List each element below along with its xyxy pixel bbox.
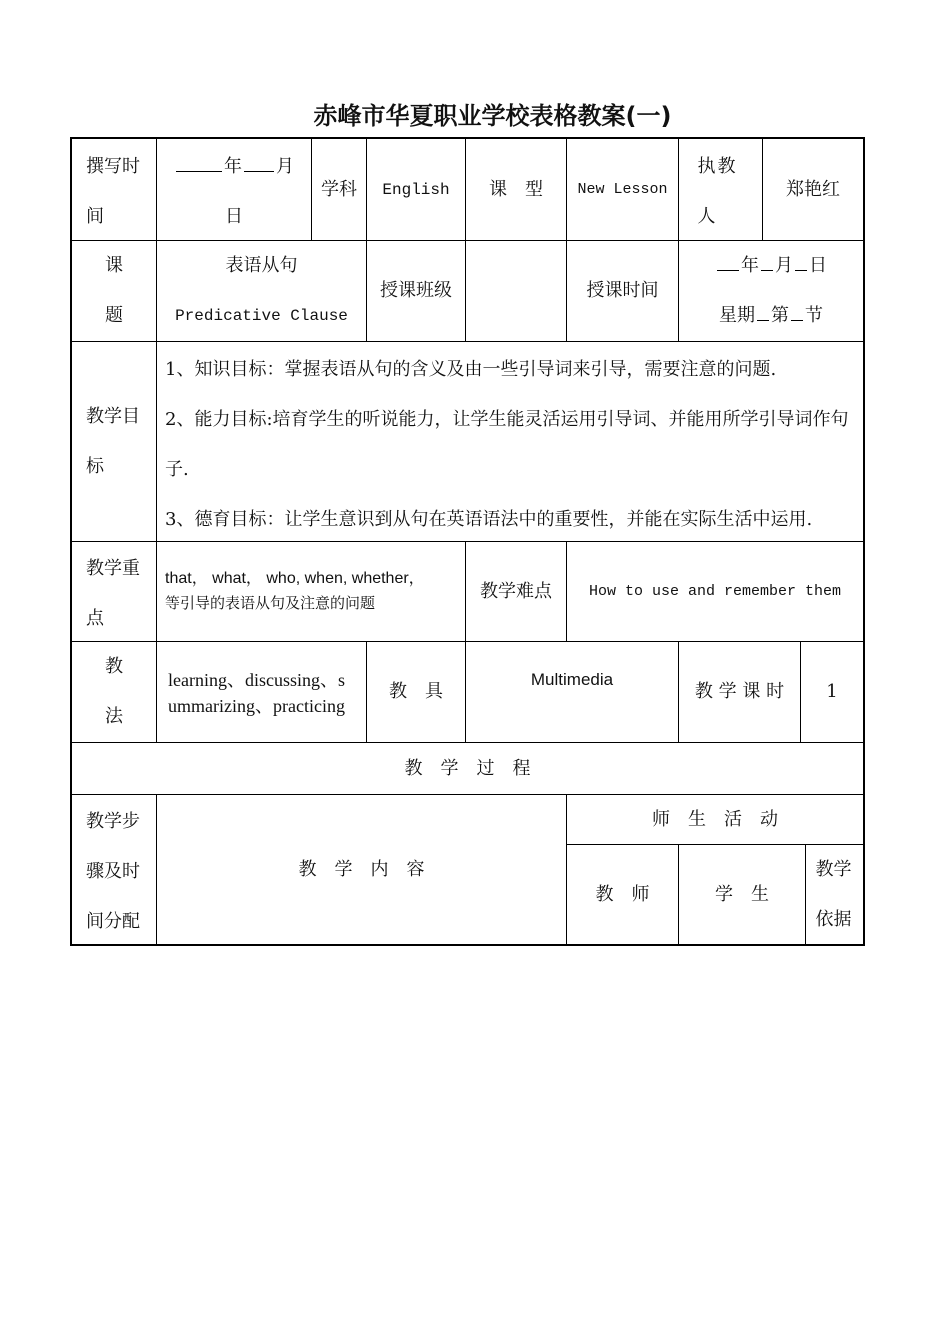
lesson-type-value: New Lesson xyxy=(577,180,668,198)
time-day-text: 日 xyxy=(809,255,827,276)
subject-label: 学科 xyxy=(321,178,357,200)
time-value-cell xyxy=(679,241,863,341)
keypoints-line2: 等引导的表语从句及注意的问题 xyxy=(165,594,376,612)
write-date-cell xyxy=(157,144,311,240)
class-label: 授课班级 xyxy=(380,280,452,301)
date-year-text: 年 xyxy=(224,156,242,177)
time-di-text: 第 xyxy=(771,305,789,326)
hours-value: 1 xyxy=(826,681,838,702)
time-label: 授课时间 xyxy=(586,280,659,301)
date-day-text: 日 xyxy=(225,206,243,227)
subject-value: English xyxy=(382,180,450,199)
tools-value: Multimedia xyxy=(530,670,614,689)
date-month-text: 月 xyxy=(276,156,294,177)
objectives-label: 教学目标 xyxy=(86,405,140,477)
topic-english: Predicative Clause xyxy=(175,307,348,325)
activity-label: 师 生 活 动 xyxy=(652,808,778,830)
topic-cell xyxy=(157,241,366,341)
time-year-text: 年 xyxy=(741,255,759,276)
teacher-activity-label: 教 师 xyxy=(595,883,650,905)
objectives-list xyxy=(165,345,857,545)
topic-label: 课题 xyxy=(105,255,123,326)
tools-label: 教 具 xyxy=(389,681,443,702)
objective-item: 2、能力目标:培育学生的听说能力，让学生能灵活运用引导词、并能用所学引导词作句子. xyxy=(165,409,849,480)
difficulty-label: 教学难点 xyxy=(480,580,552,602)
process-header: 教 学 过 程 xyxy=(404,757,531,779)
lesson-type-label: 课 型 xyxy=(489,178,543,200)
teacher-value: 郑艳红 xyxy=(786,178,840,200)
hours-label: 教 学 课 时 xyxy=(694,681,785,702)
teacher-label: 执教人 xyxy=(697,156,738,227)
page-title: 赤峰市华夏职业学校表格教案(一) xyxy=(313,102,672,130)
steps-label: 教学步骤及时间分配 xyxy=(86,810,140,932)
objective-item: 3、德育目标：让学生意识到从句在英语语法中的重要性，并能在实际生活中运用. xyxy=(165,509,813,530)
time-jie-text: 节 xyxy=(805,305,823,326)
content-label: 教 学 内 容 xyxy=(298,858,425,880)
basis-label: 教学依据 xyxy=(815,858,852,930)
methods-value: learning、discussing、s ummarizing、practicing xyxy=(168,670,345,716)
write-time-label: 撰写时间 xyxy=(86,156,140,227)
time-month-text: 月 xyxy=(775,255,793,276)
objective-item: 1、知识目标：掌握表语从句的含义及由一些引导词来引导，需要注意的问题. xyxy=(165,359,777,380)
student-activity-label: 学 生 xyxy=(715,883,769,905)
keypoints-line1: that， what， who, when, whether， xyxy=(165,570,425,587)
methods-label: 教法 xyxy=(105,656,123,727)
class-value xyxy=(466,241,566,341)
time-week-text: 星期 xyxy=(719,305,755,326)
difficulty-value: How to use and remember them xyxy=(588,582,842,600)
keypoints-label: 教学重点 xyxy=(86,557,140,629)
topic-chinese: 表语从句 xyxy=(225,255,298,276)
keypoints-cell xyxy=(165,566,463,614)
